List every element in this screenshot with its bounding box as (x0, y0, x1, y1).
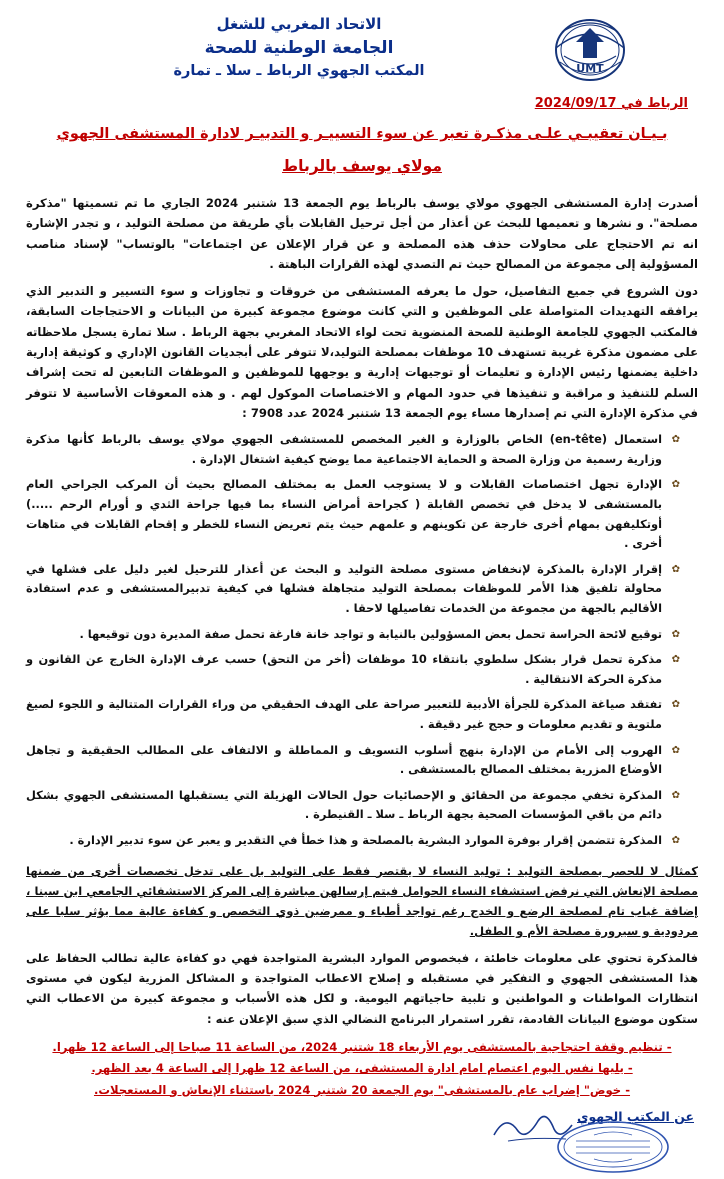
list-item: ✿ المذكرة تخفي مجموعة من الحقائق و الإحصائيات حول الحالات الهزيلة التي يستقبلها المستشفى الجهوي بشكل دائم من باقي المؤسسات الصحية بجهة الرباط ـ سلا ـ القنيطرة . (26, 786, 680, 825)
observations-list (26, 430, 698, 851)
umt-logo-icon (542, 12, 638, 86)
svg-text:UMT: UMT (576, 62, 604, 75)
org-line-2: الجامعة الوطنية للصحة (204, 37, 394, 58)
list-item: ✿ استعمال (en-tête) الخاص بالوزارة و الغير المخصص للمستشفى الجهوي مولاي يوسف بالرباط كأنها مذكرة وزارية رسمية من وزارة الصحة و الحماية الاجتماعية مما يوضح كيفية اشتغال الإدارة . (26, 430, 680, 469)
body-paragraph-1: أصدرت إدارة المستشفى الجهوي مولاي يوسف بالرباط يوم الجمعة 13 شتنبر 2024 الجاري ما تم تسميتها "مذكرة مصلحة". و نشرها و تعميمها للبحث عن أعذار من أجل ترحيل القابلات بأي طريقة من مصلحة التوليد ، و تجدر الإشارة انه تم الاحتجاج على محاولات حذف هذه المصلحة و عن قرار الإعلان عن اجتماعات" بالوتساب" لإسناد مناصب المسؤولية إلى مجموعة من المصالح حيث تم التصدي لهذه القرارات الباهتة . (26, 195, 699, 271)
list-item: ✿ الإدارة تجهل اختصاصات القابلات و لا يستوجب العمل به بمختلف المصالح بحيث أن المركب الجراحي العام بالمستشفى لا يدخل في تخصص القابلة ( كجراحة أمراض النساء بما فيها جراحة الثدي و أورام الرحم .....) أوتكليفهن بمهام أخرى خارجة عن تكوينهم و علمهم حيث يتم تعريض النساء للخطر و إقحام القابلات في متاهات أخرى . (26, 475, 680, 553)
title-line-1: بـيـان تعقيبـي علـى مذكـرة تعبر عن سوء التسييـر و التدبيـر لادارة المستشفى الجهوي (56, 126, 668, 142)
action-item: - تنظيم وقفة احتجاجية بالمستشفى يوم الأربعاء 18 شتنبر 2024، من الساعة 11 صباحا إلى الساعة 12 ظهرا. (52, 1039, 672, 1054)
document-title (26, 123, 698, 179)
list-item: ✿ توقيع لائحة الحراسة تحمل بعض المسؤولين بالنيابة و تواجد خانة فارغة تحمل صفة المديرة دون توقيعها . (26, 625, 680, 645)
title-line-2: مولاي يوسف بالرباط (282, 157, 442, 176)
document-dateline: الرباط في 2024/09/17 (534, 96, 688, 111)
closing-paragraph-2: فالمذكرة تحتوي على معلومات خاطئة ، فبخصوص الموارد البشرية المتواجدة فهي دو كفاءة عالية تطالب الحفاظ على هذا المستشفى الجهوي و التفكير في مستقبله و إصلاح الاعطاب المتواجدة و المشاكل المزرية ليكون في مستوى انتظارات المواطنات و المواطنين و تلبية حاجياتهم اليومية. و لكل هذه الأسباب و مجموعة كبيرة من الاعطاب التي ستكون موضوع البيانات القادمة، تقرر استمرار البرنامج النضالي الذي سبق الإعلان عنه : (26, 951, 698, 1026)
list-item: ✿ تفتقد صياغة المذكرة للجرأة الأدبية للتعبير صراحة على الهدف الحقيقي من وراء القرارات المتتالية و اللجوء لصيغ ملتوية و تقديم معلومات و حجج غير دقيقة . (26, 695, 680, 734)
action-program-list (26, 1037, 698, 1101)
list-item: ✿ إقرار الإدارة بالمذكرة لإنخفاض مستوى مصلحة التوليد و البحث عن أعذار للترحيل لغير دليل على فشلها في محاولة تلفيق هذا الأمر للموظفات بمصلحة التوليد متجاهلة فشلها في كيفية تدبيرالمستشفى و عدم استفادة الأقاليم بالجهة من مجموعة من الخدمات تفاصيلها لاحقا . (26, 560, 680, 619)
closing-section (26, 861, 698, 1029)
list-item: ✿ الهروب إلى الأمام من الإدارة بنهج أسلوب التسويف و المماطلة و الالتفاف على المطالب الحقيقية و تجاهل الأوضاع المزرية بمختلف المصالح بالمستشفى . (26, 741, 680, 780)
action-item: - يليها نفس اليوم اعتصام امام ادارة المستشفى، من الساعة 12 ظهرا إلى الساعة 4 بعد الظهر. (91, 1061, 633, 1076)
document-body (26, 193, 698, 423)
organization-titles (26, 12, 532, 83)
closing-paragraph-1: كمثال لا للحصر بمصلحة التوليد : توليد النساء لا يقتصر فقط على التوليد بل على تدخل تخصصات أخرى من ضمنها مصلحة الإنعاش التي نرفض استشفاء النساء الحوامل فيتم إرسالهن مباشرة إلى المركز الاستشفائي الجامعي ابن سينا ، إضافة غياب تام لمصلحة الرضع و الخدج رغم تواجد أطباء و ممرضين ذوي التخصص و كفاءة عالية مما يؤثر سلبا على مردودية و سيرورة مصلحة الأم و الطفل. (26, 863, 698, 939)
document-header (26, 12, 698, 86)
signature-label: عن المكتب الجهوي (577, 1108, 694, 1124)
body-paragraph-2: دون الشروع في جميع التفاصيل، حول ما يعرفه المستشفى من خروقات و تجاوزات و سوء التسيير و التدبير الذي يرافقه التهديدات المتواصلة على الموظفين و التي كانت موضوع مجموعة كبيرة من البيانات و الاحتجاجات السابقة، فالمكتب الجهوي للجامعة الوطنية للصحة المنضوية تحت لواء الاتحاد المغربي بجهة الرباط . سلا تمارة يسجل ملاحظاته على مضمون مذكرة غريبة تستهدف 10 موظفات بمصلحة التوليد،لا تتوفر على أبجديات القانون الإداري و كوثيقة إدارية داخلية يضمنها رئيس الإدارة و تعليمات أو توجيهات إدارية و يوجهها للموظفين و الموظفات التابعين له تحت إشراف السلم للتنفيذ و مراقبة و تنفيذها في حدود المهام و الاختصاصات الموكول لهم . و هذه المعوقات الأساسية لا تتوفر في مذكرة الإدارة التي تم إصدارها مساء يوم الجمعة 13 شتنبر 2024 عدد 7908 : (26, 284, 698, 420)
org-line-1: الاتحاد المغربي للشغل (216, 15, 382, 33)
org-line-3: المكتب الجهوي الرباط ـ سلا ـ تمارة (173, 63, 425, 80)
list-item: ✿ المذكرة تتضمن إقرار بوفرة الموارد البشرية بالمصلحة و هذا خطأ في التقدير و يعبر عن سوء تدبير الإدارة . (26, 831, 680, 851)
action-item: - خوض" إضراب عام بالمستشفى" يوم الجمعة 20 شتنبر 2024 باستثناء الإنعاش و المستعجلات. (93, 1082, 631, 1097)
list-item: ✿ مذكرة تحمل قرار بشكل سلطوي بانتقاء 10 موظفات (أخر من التحق) حسب عرف الإدارة الخارج عن القانون و مذكرة الحركة الانتقالية . (26, 650, 680, 689)
document-footer (26, 1109, 698, 1179)
official-stamp-icon (554, 1119, 672, 1175)
